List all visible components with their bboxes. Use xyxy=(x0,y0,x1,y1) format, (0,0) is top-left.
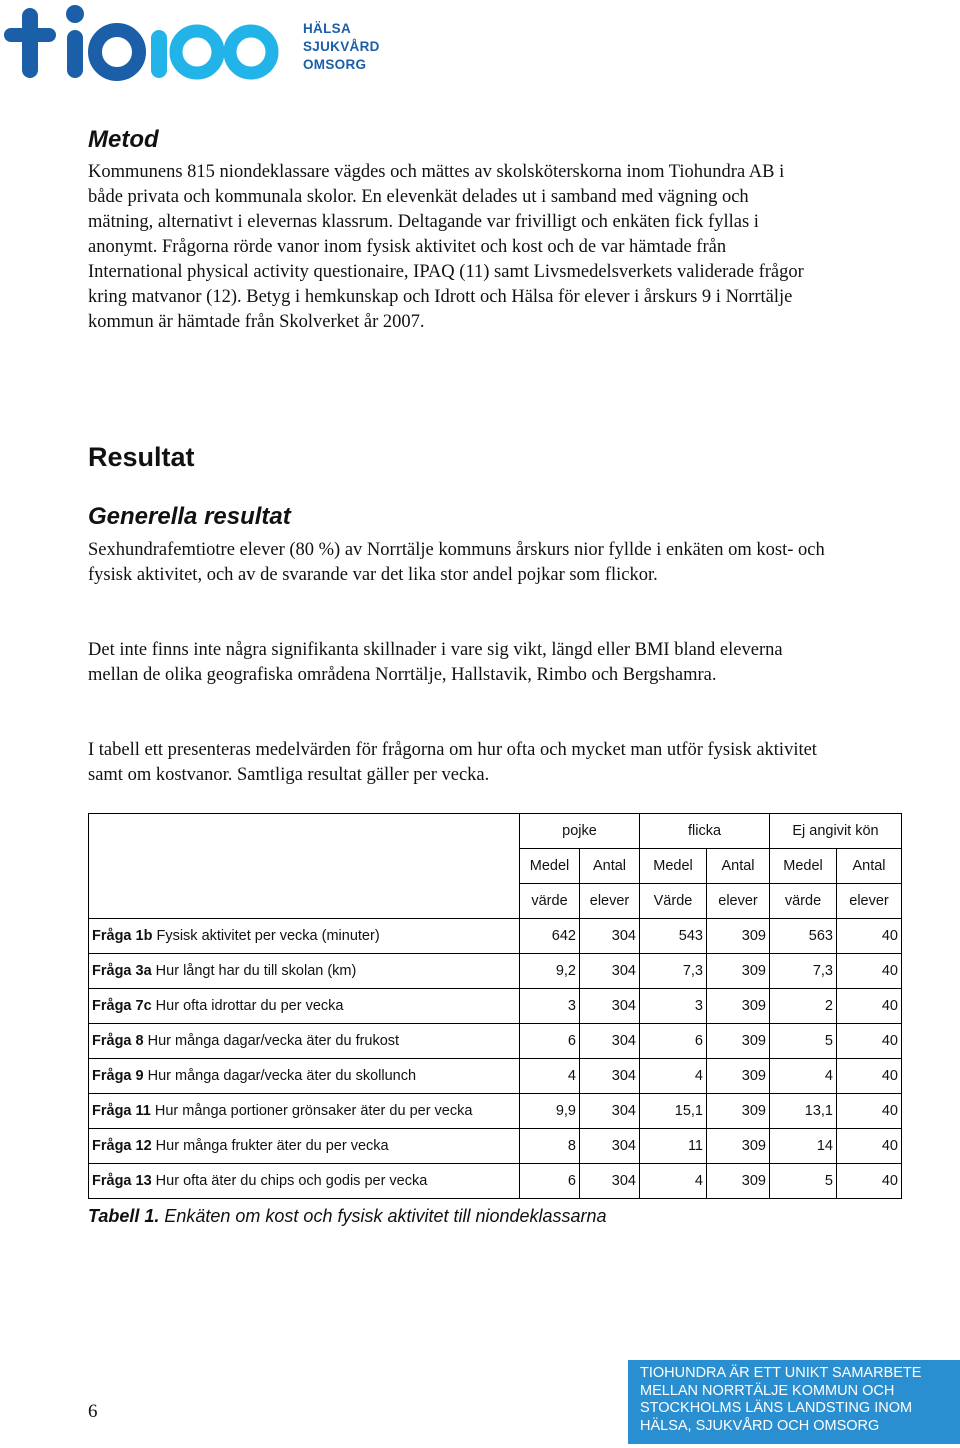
row-label-cell xyxy=(89,1129,520,1164)
table-cell: 13,1 xyxy=(770,1094,837,1129)
subheader-bottom: Värde xyxy=(640,884,707,919)
table-cell: 309 xyxy=(707,1024,770,1059)
table-cell: 309 xyxy=(707,1094,770,1129)
resultat-paragraph-1: Sexhundrafemtiotre elever (80 %) av Norrtälje kommuns årskurs nior fyllde i enkäten om kost- och fysisk aktivitet, och av de svarande var det lika stor andel pojkar som flickor. xyxy=(88,540,825,585)
table-cell: 40 xyxy=(837,989,902,1024)
logo-tagline xyxy=(303,20,380,74)
subheader-top: Medel xyxy=(640,849,707,884)
table-cell: 304 xyxy=(580,1164,640,1199)
table-header-sub-top xyxy=(89,849,902,884)
table-cell: 8 xyxy=(520,1129,580,1164)
subheader-bottom: värde xyxy=(770,884,837,919)
table-cell: 14 xyxy=(770,1129,837,1164)
table-cell: 5 xyxy=(770,1024,837,1059)
footer-line-1: TIOHUNDRA ÄR ETT UNIKT SAMARBETE xyxy=(640,1365,922,1381)
footer-line-3: STOCKHOLMS LÄNS LANDSTING INOM xyxy=(640,1400,913,1416)
table-row xyxy=(89,1094,902,1129)
table-cell: 2 xyxy=(770,989,837,1024)
subheader-bottom: elever xyxy=(707,884,770,919)
row-question-number: Fråga 9 xyxy=(92,1068,144,1084)
table-cell: 309 xyxy=(707,989,770,1024)
table-cell: 304 xyxy=(580,1059,640,1094)
table-cell: 563 xyxy=(770,919,837,954)
table-cell: 3 xyxy=(520,989,580,1024)
subheader-top: Antal xyxy=(707,849,770,884)
subheader-bottom: elever xyxy=(837,884,902,919)
table-row xyxy=(89,1129,902,1164)
table-cell: 7,3 xyxy=(770,954,837,989)
table-header-groups xyxy=(89,814,902,849)
table-cell: 40 xyxy=(837,919,902,954)
row-question-number: Fråga 7c xyxy=(92,998,152,1014)
row-label-cell xyxy=(89,1024,520,1059)
row-label-cell xyxy=(89,954,520,989)
table-cell: 642 xyxy=(520,919,580,954)
row-label-cell xyxy=(89,989,520,1024)
generella-resultat-heading: Generella resultat xyxy=(88,503,291,530)
table-cell: 11 xyxy=(640,1129,707,1164)
row-question-text: Hur många frukter äter du per vecka xyxy=(151,1138,389,1154)
group-header-ej-angivit: Ej angivit kön xyxy=(770,814,902,849)
results-table xyxy=(88,813,902,1199)
row-question-text: Hur många portioner grönsaker äter du per vecka xyxy=(150,1103,473,1119)
table-cell: 40 xyxy=(837,1024,902,1059)
row-label-cell xyxy=(89,1164,520,1199)
table-cell: 304 xyxy=(580,1129,640,1164)
resultat-paragraph-2: Det inte finns inte några signifikanta skillnader i vare sig vikt, längd eller BMI bland eleverna mellan de olika geografiska områdena Norrtälje, Hallstavik, Rimbo och Bergshamra. xyxy=(88,640,783,685)
resultat-paragraph-3: I tabell ett presenteras medelvärden för frågorna om hur ofta och mycket man utför fysisk aktivitet samt om kostvanor. Samtliga resultat gäller per vecka. xyxy=(88,740,817,785)
table-caption-label: Tabell 1. xyxy=(88,1206,160,1226)
table-cell: 40 xyxy=(837,1059,902,1094)
row-question-number: Fråga 12 xyxy=(92,1138,152,1154)
table-cell: 309 xyxy=(707,954,770,989)
logo-line-sjukvard: SJUKVÅRD xyxy=(303,39,380,54)
table-cell: 6 xyxy=(520,1164,580,1199)
row-question-text: Hur många dagar/vecka äter du skollunch xyxy=(143,1068,417,1084)
table-cell: 309 xyxy=(707,1129,770,1164)
table-cell: 5 xyxy=(770,1164,837,1199)
row-question-text: Hur ofta äter du chips och godis per vecka xyxy=(151,1173,428,1189)
table-header-sub-bottom xyxy=(89,884,902,919)
table-cell: 9,2 xyxy=(520,954,580,989)
table-cell: 309 xyxy=(707,919,770,954)
row-question-number: Fråga 1b xyxy=(92,928,153,944)
subheader-top: Medel xyxy=(520,849,580,884)
table-cell: 40 xyxy=(837,1129,902,1164)
subheader-top: Antal xyxy=(837,849,902,884)
table-row xyxy=(89,989,902,1024)
subheader-top: Antal xyxy=(580,849,640,884)
row-question-number: Fråga 3a xyxy=(92,963,152,979)
table-cell: 9,9 xyxy=(520,1094,580,1129)
table-corner-cell xyxy=(89,884,520,919)
table-cell: 40 xyxy=(837,1164,902,1199)
table-cell: 6 xyxy=(640,1024,707,1059)
page-number: 6 xyxy=(88,1401,98,1422)
tio100-logo-mark xyxy=(0,0,290,85)
table-cell: 4 xyxy=(640,1164,707,1199)
table-cell: 4 xyxy=(770,1059,837,1094)
row-question-text: Hur långt har du till skolan (km) xyxy=(151,963,357,979)
subheader-top: Medel xyxy=(770,849,837,884)
footer-line-4: HÄLSA, SJUKVÅRD OCH OMSORG xyxy=(640,1417,880,1434)
subheader-bottom: värde xyxy=(520,884,580,919)
table-row xyxy=(89,1024,902,1059)
row-question-number: Fråga 13 xyxy=(92,1173,152,1189)
table-row xyxy=(89,954,902,989)
table-cell: 40 xyxy=(837,954,902,989)
table-cell: 304 xyxy=(580,1094,640,1129)
table-cell: 304 xyxy=(580,919,640,954)
row-question-text: Hur ofta idrottar du per vecka xyxy=(151,998,344,1014)
footer-line-2: MELLAN NORRTÄLJE KOMMUN OCH xyxy=(640,1382,895,1399)
footer-banner xyxy=(628,1360,960,1444)
table-caption-text: Enkäten om kost och fysisk aktivitet till niondeklassarna xyxy=(159,1206,607,1226)
table-cell: 4 xyxy=(520,1059,580,1094)
table-cell: 543 xyxy=(640,919,707,954)
table-caption xyxy=(88,1206,607,1227)
table-row xyxy=(89,919,902,954)
logo-line-omsorg: OMSORG xyxy=(303,57,367,72)
table-cell: 3 xyxy=(640,989,707,1024)
row-question-number: Fråga 8 xyxy=(92,1033,144,1049)
row-label-cell xyxy=(89,1094,520,1129)
table-row xyxy=(89,1059,902,1094)
table-cell: 4 xyxy=(640,1059,707,1094)
metod-paragraph: Kommunens 815 niondeklassare vägdes och mättes av skolsköterskorna inom Tiohundra AB i både privata och kommunala skolor. En elevenkät delades ut i samband med vägning och mätning, alternativt i elevernas klassrum. Deltagande var frivilligt och enkäten fick fyllas i anonymt. Frågorna rörde vanor inom fysisk aktivitet och kost och de var hämtade från International physical activity questionaire, IPAQ (11) samt Livsmedelsverkets validerade frågor kring matvanor (12). Betyg i hemkunskap och Idrott och Hälsa för elever i årskurs 9 i Norrtälje kommun är hämtade från Skolverket år 2007. xyxy=(88,162,804,332)
table-cell: 6 xyxy=(520,1024,580,1059)
table-cell: 304 xyxy=(580,989,640,1024)
table-cell: 40 xyxy=(837,1094,902,1129)
resultat-heading: Resultat xyxy=(88,442,195,472)
table-cell: 7,3 xyxy=(640,954,707,989)
table-cell: 309 xyxy=(707,1164,770,1199)
row-label-cell xyxy=(89,1059,520,1094)
logo-line-halsa: HÄLSA xyxy=(303,21,351,36)
table-corner-cell xyxy=(89,814,520,849)
metod-heading: Metod xyxy=(88,126,159,153)
row-label-cell xyxy=(89,919,520,954)
group-header-pojke: pojke xyxy=(520,814,640,849)
row-question-text: Fysisk aktivitet per vecka (minuter) xyxy=(152,928,380,944)
table-cell: 304 xyxy=(580,1024,640,1059)
table-cell: 304 xyxy=(580,954,640,989)
table-cell: 309 xyxy=(707,1059,770,1094)
table-corner-cell xyxy=(89,849,520,884)
table-cell: 15,1 xyxy=(640,1094,707,1129)
tio100-logo xyxy=(0,0,400,85)
row-question-number: Fråga 11 xyxy=(92,1103,151,1119)
table-row xyxy=(89,1164,902,1199)
metod-section xyxy=(88,124,818,335)
subheader-bottom: elever xyxy=(580,884,640,919)
row-question-text: Hur många dagar/vecka äter du frukost xyxy=(143,1033,400,1049)
group-header-flicka: flicka xyxy=(640,814,770,849)
